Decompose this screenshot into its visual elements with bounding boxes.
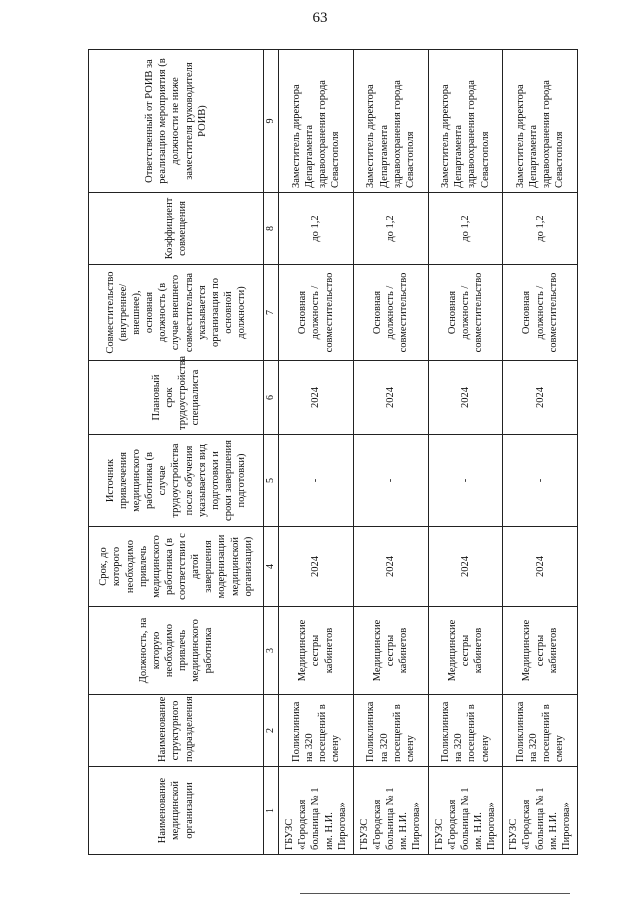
table-cell: Основная должность / совместительство xyxy=(279,265,354,361)
table-cell: 2024 xyxy=(279,361,354,435)
rotated-table-container xyxy=(88,50,578,855)
column-number: 4 xyxy=(264,527,279,607)
table-cell: Медицинские сестры кабинетов xyxy=(279,607,354,695)
table-cell: ГБУЗС «Городская больница № 1 им. Н.И. Пирогова» xyxy=(428,767,503,855)
table-row xyxy=(279,50,354,855)
column-number: 2 xyxy=(264,695,279,767)
header-cell: Ответственный от РОИВ за реализацию мероприятия (в должности не ниже заместителя руководителя РОИВ) xyxy=(89,50,264,193)
header-cell: Наименование структурного подразделения xyxy=(89,695,264,767)
table-cell: 2024 xyxy=(353,361,428,435)
header-cell: Срок, до которого необходимо привлечь медицинского работника (в соответствии с датой завершения модернизации медицинской организации) xyxy=(89,527,264,607)
page-number: 63 xyxy=(312,10,328,26)
table-cell: - xyxy=(353,435,428,527)
table-cell: ГБУЗС «Городская больница № 1 им. Н.И. Пирогова» xyxy=(503,767,578,855)
table-cell: 2024 xyxy=(428,527,503,607)
table-cell: Основная должность / совместительство xyxy=(428,265,503,361)
table-cell: до 1,2 xyxy=(353,193,428,265)
table-cell: до 1,2 xyxy=(428,193,503,265)
table-cell: 2024 xyxy=(503,527,578,607)
table-cell: Поликлиника на 320 посещений в смену xyxy=(353,695,428,767)
column-number: 6 xyxy=(264,361,279,435)
table-cell: Поликлиника на 320 посещений в смену xyxy=(503,695,578,767)
table-cell: ГБУЗС «Городская больница № 1 им. Н.И. Пирогова» xyxy=(279,767,354,855)
column-number-row xyxy=(264,50,279,855)
column-number: 3 xyxy=(264,607,279,695)
table-row xyxy=(428,50,503,855)
table-cell: - xyxy=(279,435,354,527)
column-number: 1 xyxy=(264,767,279,855)
table-cell: Заместитель директора Департамента здравоохранения города Севастополя xyxy=(503,50,578,193)
table-cell: Заместитель директора Департамента здравоохранения города Севастополя xyxy=(428,50,503,193)
header-cell: Должность, на которую необходимо привлечь медицинского работника xyxy=(89,607,264,695)
header-cell: Наименование медицинской организации xyxy=(89,767,264,855)
column-number: 5 xyxy=(264,435,279,527)
header-cell: Совместительство (внутреннее/внешнее), основная должность (в случае внешнего совместительства указывается организация по основной должности) xyxy=(89,265,264,361)
table-cell: Заместитель директора Департамента здравоохранения города Севастополя xyxy=(279,50,354,193)
bottom-divider xyxy=(300,893,570,894)
table-cell: Основная должность / совместительство xyxy=(353,265,428,361)
table-cell: 2024 xyxy=(279,527,354,607)
header-cell: Плановый срок трудоустройства специалиста xyxy=(89,361,264,435)
table-cell: - xyxy=(428,435,503,527)
staffing-table xyxy=(88,49,578,855)
table-cell: Медицинские сестры кабинетов xyxy=(353,607,428,695)
column-number: 8 xyxy=(264,193,279,265)
header-cell: Источник привлечения медицинского работника (в случае трудоустройства после обучения указывается вид подготовки и сроки завершения подготовки) xyxy=(89,435,264,527)
table-cell: 2024 xyxy=(503,361,578,435)
table-cell: до 1,2 xyxy=(503,193,578,265)
header-row xyxy=(89,50,264,855)
table-cell: Медицинские сестры кабинетов xyxy=(428,607,503,695)
table-cell: Поликлиника на 320 посещений в смену xyxy=(279,695,354,767)
column-number: 9 xyxy=(264,50,279,193)
table-cell: Основная должность / совместительство xyxy=(503,265,578,361)
table-cell: 2024 xyxy=(428,361,503,435)
table-row xyxy=(353,50,428,855)
table-row xyxy=(503,50,578,855)
header-cell: Коэффициент совмещения xyxy=(89,193,264,265)
table-cell: ГБУЗС «Городская больница № 1 им. Н.И. Пирогова» xyxy=(353,767,428,855)
table-cell: Заместитель директора Департамента здравоохранения города Севастополя xyxy=(353,50,428,193)
table-cell: Медицинские сестры кабинетов xyxy=(503,607,578,695)
table-cell: Поликлиника на 320 посещений в смену xyxy=(428,695,503,767)
column-number: 7 xyxy=(264,265,279,361)
table-cell: - xyxy=(503,435,578,527)
table-cell: до 1,2 xyxy=(279,193,354,265)
table-cell: 2024 xyxy=(353,527,428,607)
